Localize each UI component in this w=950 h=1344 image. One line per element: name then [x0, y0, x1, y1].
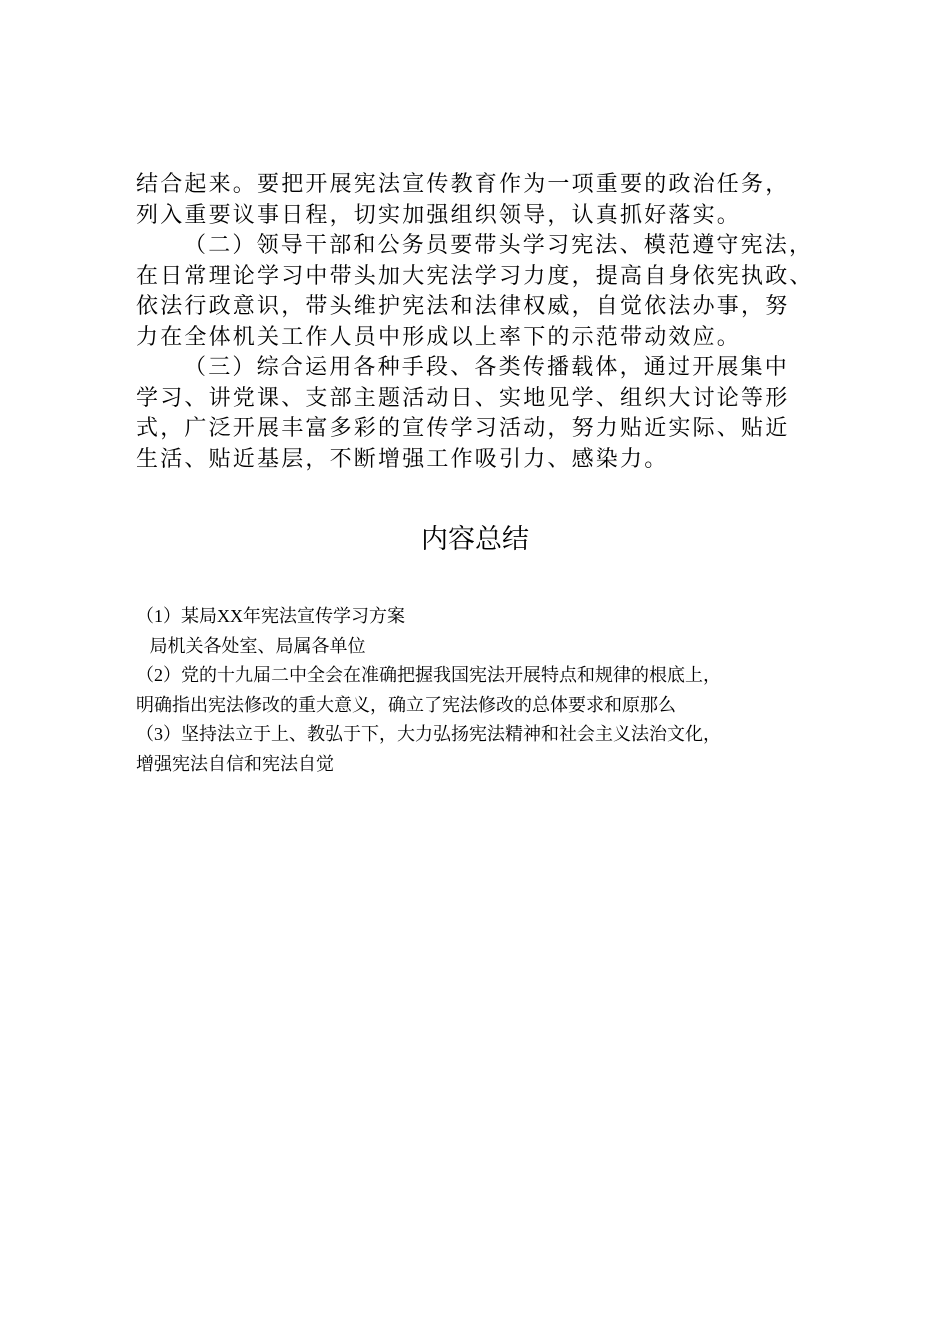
body-line: 力在全体机关工作人员中形成以上率下的示范带动效应。 — [136, 324, 742, 350]
body-line: 结合起来。要把开展宪法宣传教育作为一项重要的政治任务， — [136, 172, 790, 197]
body-line: 在日常理论学习中带头加大宪法学习力度，提高自身依宪执政、 — [136, 263, 814, 289]
summary-line: 明确指出宪法修改的重大意义，确立了宪法修改的总体要求和原那么 — [136, 694, 676, 715]
body-line: 依法行政意识，带头维护宪法和法律权威，自觉依法办事，努 — [136, 294, 790, 319]
body-line: （二）领导干部和公务员要带头学习宪法、模范遵守宪法， — [184, 233, 814, 258]
summary-line: （3）坚持法立于上、教弘于下，大力弘扬宪法精神和社会主义法治文化， — [136, 724, 721, 744]
summary-line: 增强宪法自信和宪法自觉 — [136, 753, 334, 774]
body-line: （三）综合运用各种手段、各类传播载体，通过开展集中 — [184, 355, 790, 380]
summary-line: 局机关各处室、局属各单位 — [136, 635, 366, 656]
body-line: 学习、讲党课、支部主题活动日、实地见学、组织大讨论等形 — [136, 385, 790, 411]
summary-line: （1）某局XX年宪法宣传学习方案 — [136, 606, 405, 626]
summary-line: （2）党的十九届二中全会在准确把握我国宪法开展特点和规律的根底上， — [136, 665, 721, 685]
body-line: 列入重要议事日程，切实加强组织领导，认真抓好落实。 — [136, 202, 742, 228]
summary-title: 内容总结 — [421, 524, 529, 555]
summary-list — [136, 602, 836, 779]
body-text — [136, 170, 836, 475]
body-line: 生活、贴近基层，不断增强工作吸引力、感染力。 — [136, 446, 669, 472]
body-line: 式，广泛开展丰富多彩的宣传学习活动，努力贴近实际、贴近 — [136, 416, 790, 441]
